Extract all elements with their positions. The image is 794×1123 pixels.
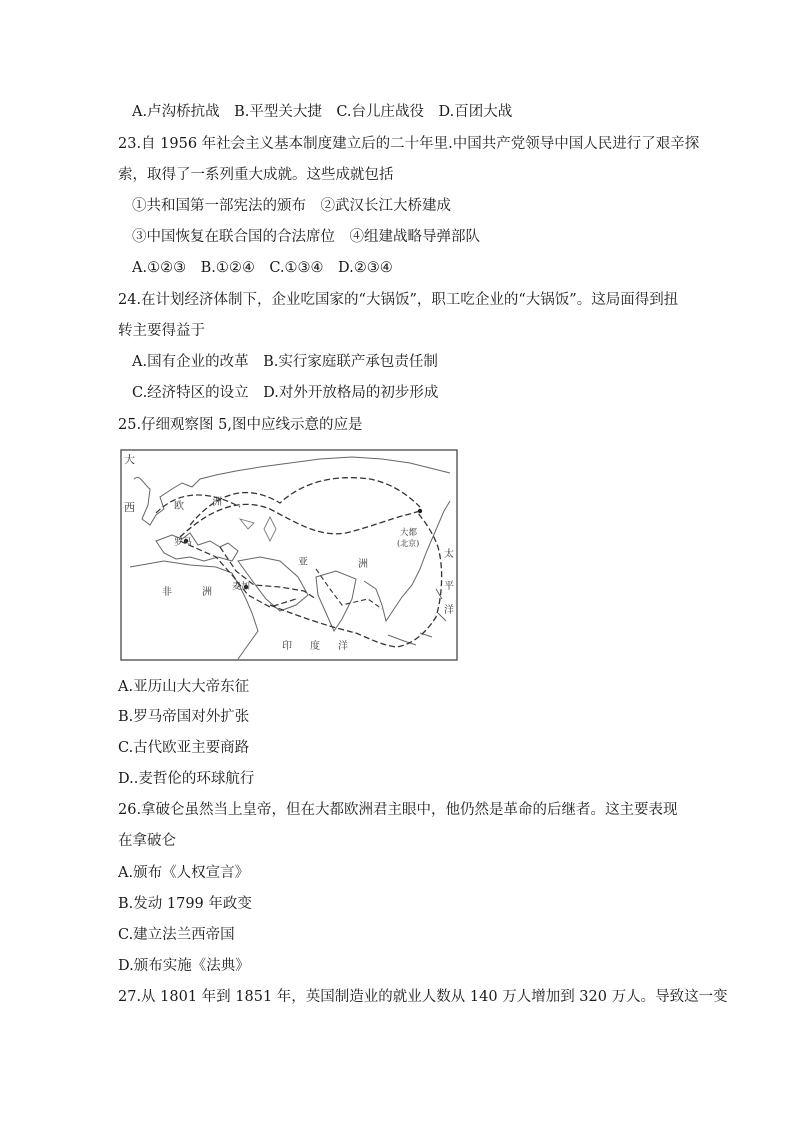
label-zhou1: 洲 — [212, 497, 222, 508]
q26-option-b: B.发动 1799 年政变 — [118, 896, 252, 912]
q25-option-b: B.罗马帝国对外扩张 — [118, 709, 250, 725]
q26-option-d: D.颁布实施《法典》 — [118, 958, 250, 974]
label-fei: 非 — [162, 587, 172, 598]
label-zhou2: 洲 — [358, 559, 368, 570]
q25-stem: 25.仔细观察图 5,图中应线示意的应是 — [118, 417, 363, 433]
label-tai: 太 — [444, 549, 454, 560]
figure-5-map — [120, 449, 458, 661]
label-beijing: (北京) — [397, 539, 420, 548]
q26-option-a: A.颁布《人权宣言》 — [118, 865, 250, 881]
city-dadu-marker — [418, 509, 422, 513]
label-da: 大 — [124, 453, 135, 466]
label-ou: 欧 — [174, 501, 184, 512]
label-maijia: 麦加 — [232, 582, 251, 592]
label-yang: 洋 — [338, 641, 348, 652]
label-yin: 印 — [282, 641, 292, 652]
q24-stem-line1: 24.在计划经济体制下，企业吃国家的“大锅饭”，职工吃企业的“大锅饭”。这局面得到扭 — [118, 292, 679, 308]
label-du: 度 — [310, 641, 320, 652]
q24-options-line1: A.国有企业的改革 B.实行家庭联产承包责任制 — [132, 354, 438, 370]
q23-options: A.①②③ B.①②④ C.①③④ D.②③④ — [132, 260, 393, 276]
q24-stem-line2: 转主要得益于 — [118, 323, 205, 339]
label-ya: 亚 — [298, 557, 308, 568]
q26-stem-line1: 26.拿破仑虽然当上皇帝，但在大都欧洲君主眼中，他仍然是革命的后继者。这主要表现 — [118, 802, 678, 818]
q25-option-d: D..麦哲伦的环球航行 — [118, 771, 255, 787]
label-ping: 平 — [444, 581, 454, 592]
q24-options-line2: C.经济特区的设立 D.对外开放格局的初步形成 — [132, 385, 439, 401]
q23-stem-line2: 索，取得了一系列重大成就。这些成就包括 — [118, 167, 394, 183]
q25-option-a: A.亚历山大大帝东征 — [118, 679, 250, 695]
q22-options: A.卢沟桥抗战 B.平型关大捷 C.台儿庄战役 D.百团大战 — [132, 104, 513, 120]
label-dadu: 大都 — [400, 528, 418, 538]
label-zhou3: 洲 — [202, 587, 212, 598]
q23-item-2: ③中国恢复在联合国的合法席位 ④组建战略导弹部队 — [132, 229, 480, 245]
label-luoma: 罗马 — [174, 538, 193, 548]
label-yang2: 洋 — [444, 605, 454, 616]
q25-option-c: C.古代欧亚主要商路 — [118, 740, 250, 756]
q23-item-1: ①共和国第一部宪法的颁布 ②武汉长江大桥建成 — [132, 198, 451, 214]
q26-option-c: C.建立法兰西帝国 — [118, 927, 235, 943]
q23-stem-line1: 23.自 1956 年社会主义基本制度建立后的二十年里.中国共产党领导中国人民进行了艰辛探 — [118, 136, 700, 152]
q26-stem-line2: 在拿破仑 — [118, 833, 176, 849]
label-xi: 西 — [124, 501, 135, 514]
q27-stem-line1: 27.从 1801 年到 1851 年，英国制造业的就业人数从 140 万人增加到 320 万人。导致这一变 — [118, 989, 728, 1005]
